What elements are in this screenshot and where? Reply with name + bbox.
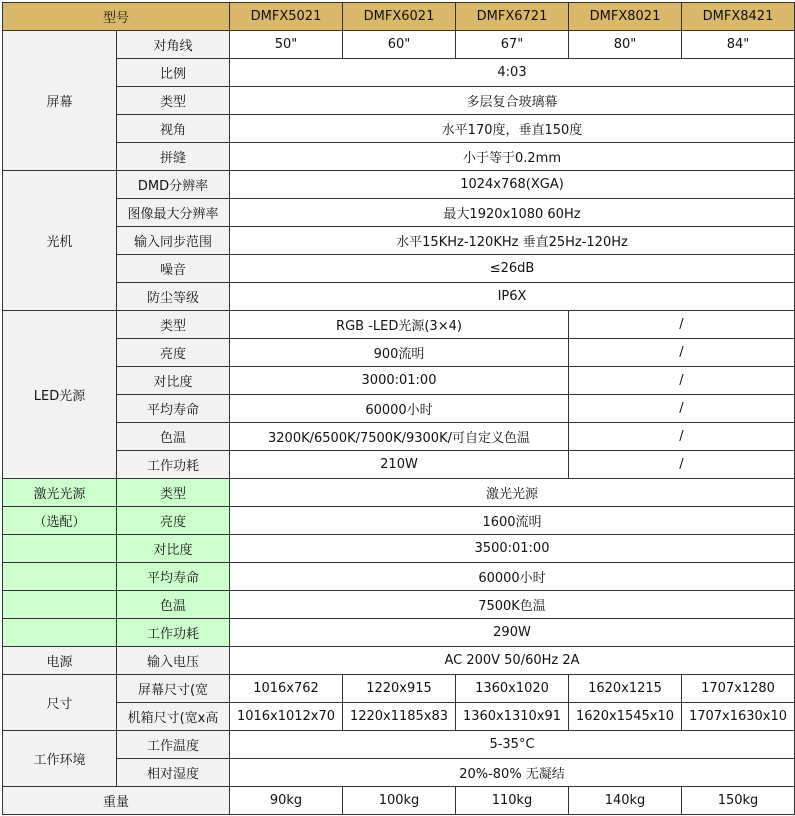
cell-slash: / <box>569 311 795 339</box>
category-laser-blank <box>3 619 117 647</box>
cell-value: 50" <box>230 31 343 59</box>
category-env: 工作环境 <box>3 731 117 787</box>
row-label: 防尘等级 <box>117 283 230 311</box>
spec-table <box>2 2 795 815</box>
table-row <box>3 535 795 563</box>
table-row <box>3 255 795 283</box>
cell-slash: / <box>569 451 795 479</box>
cell-value: 67" <box>456 31 569 59</box>
row-label: 类型 <box>117 311 230 339</box>
cell-value: 90kg <box>230 787 343 815</box>
row-label: 视角 <box>117 115 230 143</box>
table-row <box>3 395 795 423</box>
cell-value: 210W <box>230 451 569 479</box>
cell-value: 7500K色温 <box>230 591 795 619</box>
category-power: 电源 <box>3 647 117 675</box>
cell-value: 1220x1185x83 <box>343 703 456 731</box>
row-label: 工作功耗 <box>117 451 230 479</box>
cell-value: 激光光源 <box>230 479 795 507</box>
table-row <box>3 647 795 675</box>
category-laser-blank <box>3 563 117 591</box>
row-label: 输入电压 <box>117 647 230 675</box>
table-row <box>3 563 795 591</box>
table-row <box>3 283 795 311</box>
table-row <box>3 87 795 115</box>
model-name: DMFX6021 <box>343 3 456 31</box>
table-row <box>3 759 795 787</box>
model-name: DMFX5021 <box>230 3 343 31</box>
row-label: 噪音 <box>117 255 230 283</box>
cell-value: 1600流明 <box>230 507 795 535</box>
cell-slash: / <box>569 339 795 367</box>
table-row <box>3 367 795 395</box>
cell-value: 水平15KHz-120KHz 垂直25Hz-120Hz <box>230 227 795 255</box>
category-led: LED光源 <box>3 311 117 479</box>
cell-value: 5-35°C <box>230 731 795 759</box>
cell-value: 最大1920x1080 60Hz <box>230 199 795 227</box>
table-row <box>3 115 795 143</box>
model-label: 型号 <box>3 3 230 31</box>
table-row <box>3 339 795 367</box>
row-label: 对比度 <box>117 535 230 563</box>
cell-value: 84" <box>682 31 795 59</box>
table-row <box>3 675 795 703</box>
cell-value: ≤26dB <box>230 255 795 283</box>
cell-value: RGB -LED光源(3×4) <box>230 311 569 339</box>
table-row <box>3 479 795 507</box>
cell-value: 1707x1280 <box>682 675 795 703</box>
category-laser-note: （选配） <box>3 507 117 535</box>
cell-slash: / <box>569 395 795 423</box>
model-name: DMFX8021 <box>569 3 682 31</box>
row-label: DMD分辨率 <box>117 171 230 199</box>
table-row <box>3 423 795 451</box>
category-engine: 光机 <box>3 171 117 311</box>
cell-value: 1360x1020 <box>456 675 569 703</box>
model-name: DMFX6721 <box>456 3 569 31</box>
cell-value: 3200K/6500K/7500K/9300K/可自定义色温 <box>230 423 569 451</box>
cell-value: 3000:01:00 <box>230 367 569 395</box>
table-row <box>3 143 795 171</box>
cell-value: 60000小时 <box>230 563 795 591</box>
cell-value: 80" <box>569 31 682 59</box>
weight-label: 重量 <box>3 787 230 815</box>
cell-value: 110kg <box>456 787 569 815</box>
cell-value: 900流明 <box>230 339 569 367</box>
table-row <box>3 31 795 59</box>
cell-value: 1707x1630x10 <box>682 703 795 731</box>
cell-value: 小于等于0.2mm <box>230 143 795 171</box>
cell-value: 290W <box>230 619 795 647</box>
category-laser: 激光光源 <box>3 479 117 507</box>
cell-value: 150kg <box>682 787 795 815</box>
cell-value: 1620x1215 <box>569 675 682 703</box>
table-row <box>3 619 795 647</box>
cell-value: 水平170度，垂直150度 <box>230 115 795 143</box>
cell-value: 60000小时 <box>230 395 569 423</box>
table-row <box>3 227 795 255</box>
row-label: 相对湿度 <box>117 759 230 787</box>
cell-value: 20%-80% 无凝结 <box>230 759 795 787</box>
cell-slash: / <box>569 423 795 451</box>
model-name: DMFX8421 <box>682 3 795 31</box>
table-row <box>3 787 795 815</box>
row-label: 对比度 <box>117 367 230 395</box>
header-row <box>3 3 795 31</box>
row-label: 工作温度 <box>117 731 230 759</box>
table-row <box>3 171 795 199</box>
row-label: 拼缝 <box>117 143 230 171</box>
table-row <box>3 507 795 535</box>
row-label: 类型 <box>117 479 230 507</box>
row-label: 对角线 <box>117 31 230 59</box>
table-row <box>3 311 795 339</box>
cell-value: 1016x1012x70 <box>230 703 343 731</box>
cell-value: 60" <box>343 31 456 59</box>
row-label: 机箱尺寸(宽x高 <box>117 703 230 731</box>
cell-value: IP6X <box>230 283 795 311</box>
row-label: 亮度 <box>117 339 230 367</box>
row-label: 工作功耗 <box>117 619 230 647</box>
cell-value: 多层复合玻璃幕 <box>230 87 795 115</box>
table-row <box>3 703 795 731</box>
row-label: 图像最大分辨率 <box>117 199 230 227</box>
cell-value: 1016x762 <box>230 675 343 703</box>
category-screen: 屏幕 <box>3 31 117 171</box>
table-row <box>3 199 795 227</box>
table-row <box>3 731 795 759</box>
cell-value: 1360x1310x91 <box>456 703 569 731</box>
cell-value: 1220x915 <box>343 675 456 703</box>
row-label: 平均寿命 <box>117 563 230 591</box>
category-size: 尺寸 <box>3 675 117 731</box>
cell-value: 4:03 <box>230 59 795 87</box>
cell-value: 100kg <box>343 787 456 815</box>
cell-value: 1024x768(XGA) <box>230 171 795 199</box>
row-label: 输入同步范围 <box>117 227 230 255</box>
category-laser-blank <box>3 535 117 563</box>
cell-value: 1620x1545x10 <box>569 703 682 731</box>
category-laser-blank <box>3 591 117 619</box>
cell-slash: / <box>569 367 795 395</box>
table-row <box>3 591 795 619</box>
row-label: 亮度 <box>117 507 230 535</box>
table-row <box>3 451 795 479</box>
row-label: 比例 <box>117 59 230 87</box>
row-label: 色温 <box>117 423 230 451</box>
row-label: 色温 <box>117 591 230 619</box>
row-label: 类型 <box>117 87 230 115</box>
cell-value: 140kg <box>569 787 682 815</box>
row-label: 屏幕尺寸(宽 <box>117 675 230 703</box>
row-label: 平均寿命 <box>117 395 230 423</box>
cell-value: 3500:01:00 <box>230 535 795 563</box>
cell-value: AC 200V 50/60Hz 2A <box>230 647 795 675</box>
table-row <box>3 59 795 87</box>
